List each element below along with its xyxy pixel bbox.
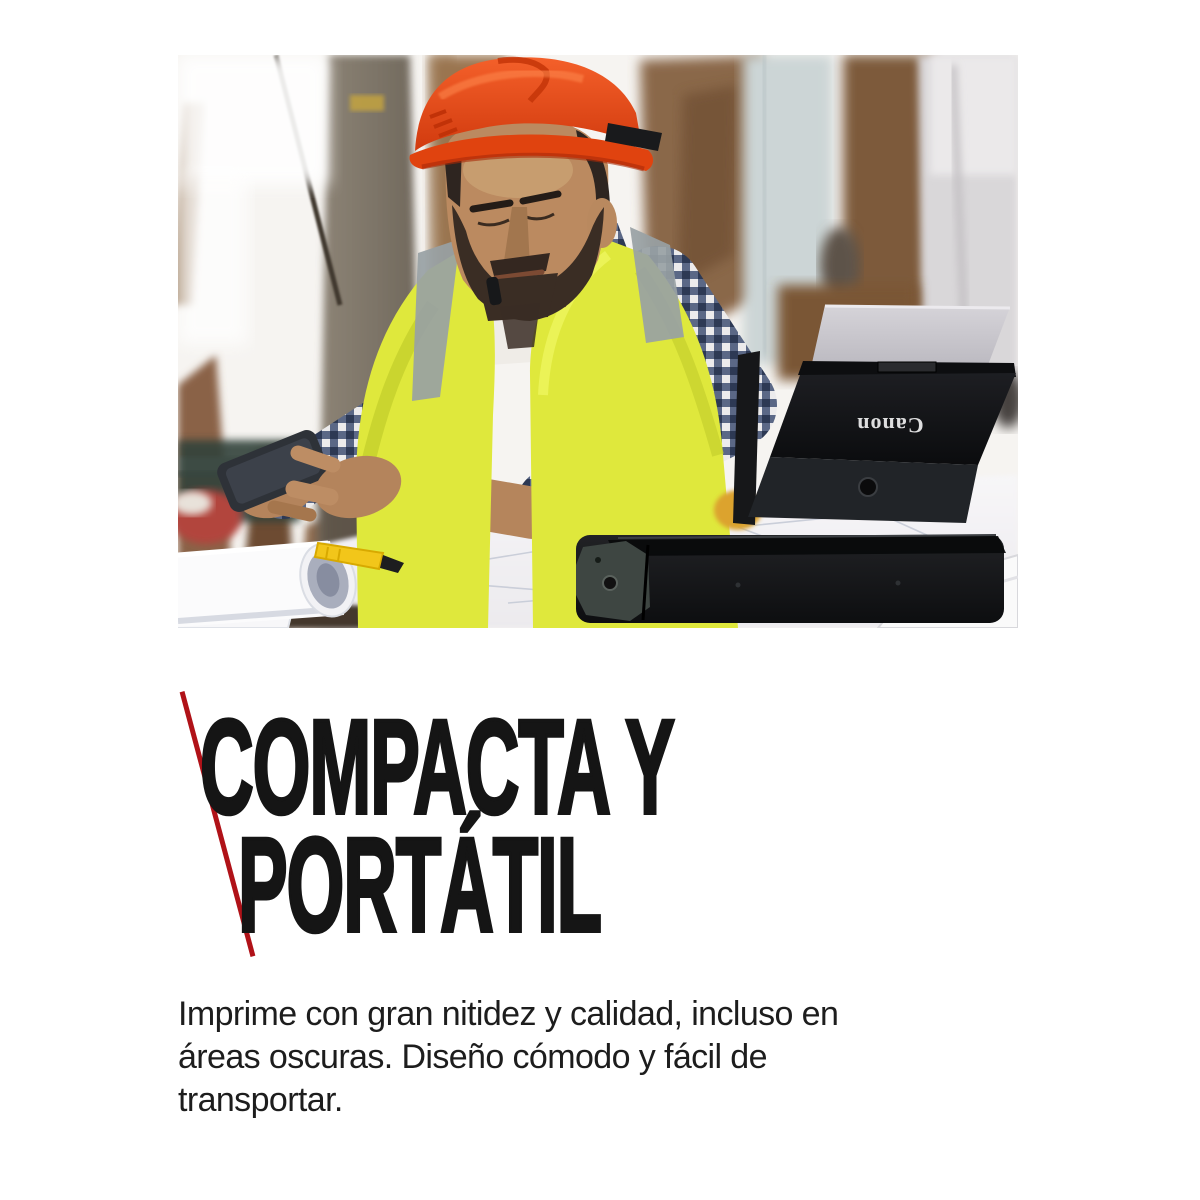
description-line-2: áreas oscuras. Diseño cómodo y fácil de	[178, 1038, 767, 1076]
headline-line-2: PORTÁTIL	[238, 811, 601, 960]
description-line-3: transportar.	[178, 1081, 343, 1119]
description	[178, 993, 838, 1122]
printer-paper	[812, 305, 1010, 365]
canon-logo-text: Canon	[856, 413, 924, 438]
description-line-1: Imprime con gran nitidez y calidad, incluso en	[178, 995, 839, 1033]
headline-line-1: COMPACTA Y	[200, 693, 674, 842]
hero-photo-illustration	[178, 55, 1018, 628]
printer-button	[859, 478, 877, 496]
printer-port	[603, 576, 617, 590]
thumb	[294, 489, 330, 497]
hero-photo	[178, 55, 1018, 628]
